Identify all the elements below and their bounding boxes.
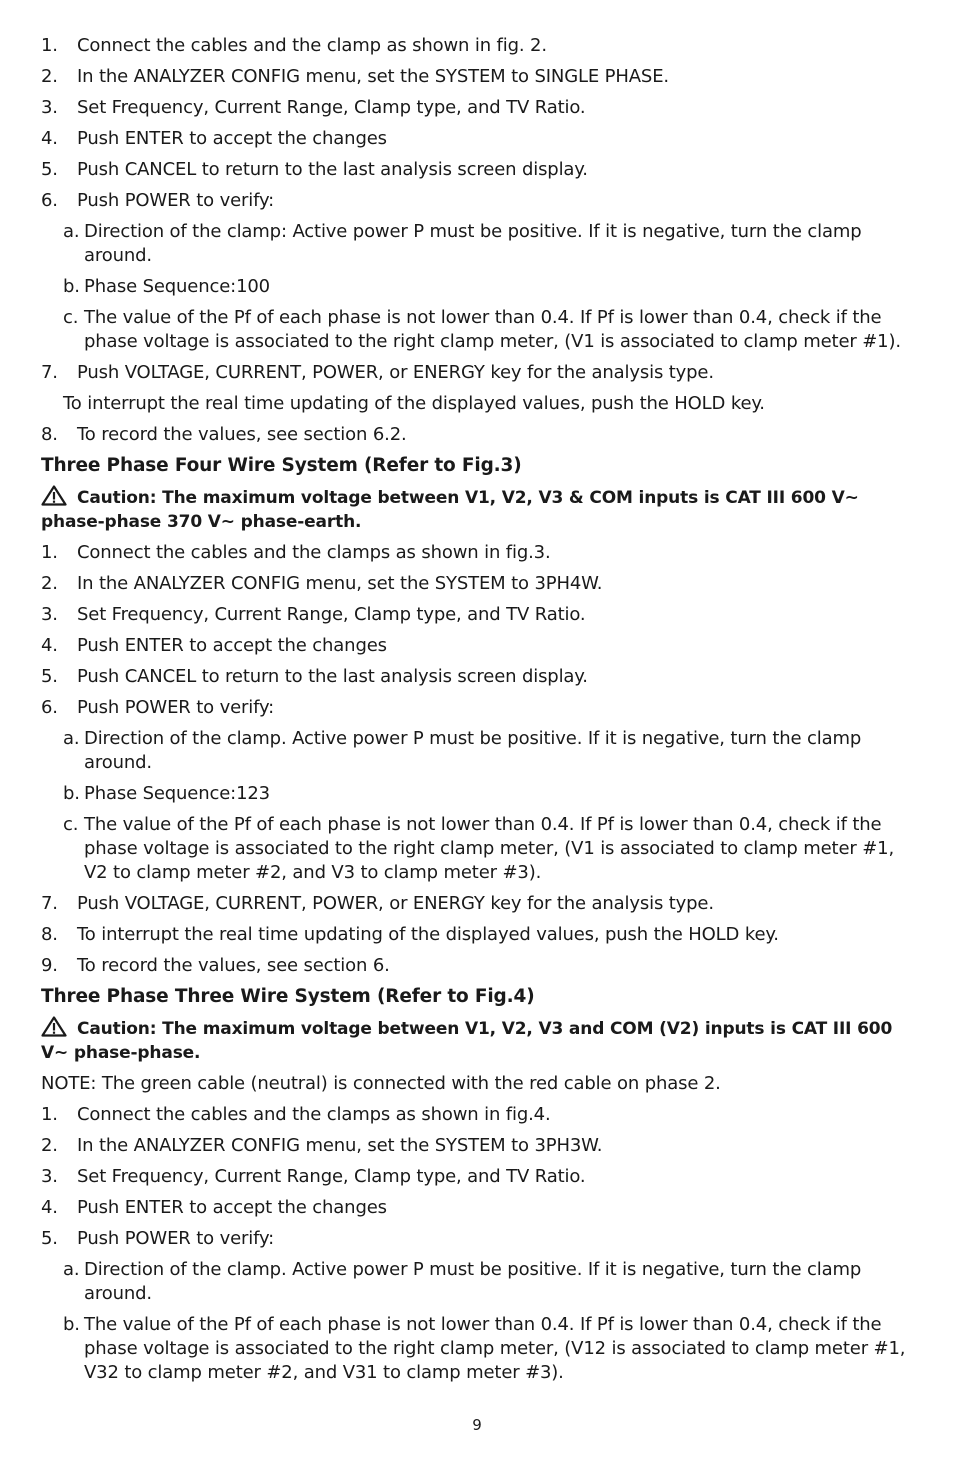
section-heading: Three Phase Four Wire System (Refer to Fig.3) [41,455,522,476]
list-item: 8. To record the values, see section 6.2. [41,424,407,445]
sub-item: b. Phase Sequence:123 [63,783,270,804]
list-item: 1. Connect the cables and the clamp as shown in fig. 2. [41,35,547,56]
list-item: 6. Push POWER to verify: [41,190,275,211]
sub-item: b. The value of the Pf of each phase is not lower than 0.4. If Pf is lower than 0.4, check if the phase voltage is associated to the right clamp meter, (V12 is associated to clamp meter #1, V32 to clamp meter #2, and V31 to clamp meter #3). [63,1314,906,1383]
page-number: 9 [472,1416,482,1434]
single-phase-steps [41,34,915,447]
list-item: 1. Connect the cables and the clamps as shown in fig.3. [41,542,551,563]
list-item: 5. Push CANCEL to return to the last analysis screen display. [41,666,588,687]
list-item: 5. Push CANCEL to return to the last analysis screen display. [41,159,588,180]
list-item: 7. Push VOLTAGE, CURRENT, POWER, or ENERGY key for the analysis type. [41,893,714,914]
list-item: 4. Push ENTER to accept the changes [41,128,387,149]
list-item: 6. Push POWER to verify: [41,697,275,718]
list-item: 4. Push ENTER to accept the changes [41,635,387,656]
hold-instruction: To interrupt the real time updating of the displayed values, push the HOLD key. [63,393,765,414]
three-wire-section [41,985,915,1385]
sub-item: a. Direction of the clamp. Active power P must be positive. If it is negative, turn the clamp around. [63,728,862,773]
list-item: 2. In the ANALYZER CONFIG menu, set the SYSTEM to SINGLE PHASE. [41,66,670,87]
list-item: 4. Push ENTER to accept the changes [41,1197,387,1218]
list-item: 9. To record the values, see section 6. [41,955,390,976]
sub-item: b. Phase Sequence:100 [63,276,270,297]
neutral-note: NOTE: The green cable (neutral) is connected with the red cable on phase 2. [41,1073,721,1094]
manual-page [41,34,915,1392]
caution-note: Caution: The maximum voltage between V1, V2, V3 & COM inputs is CAT III 600 V~ phase-phase 370 V~ phase-earth. [41,485,915,534]
list-item: 8. To interrupt the real time updating of the displayed values, push the HOLD key. [41,924,779,945]
list-item: 7. Push VOLTAGE, CURRENT, POWER, or ENERGY key for the analysis type. [41,362,714,383]
sub-item: a. Direction of the clamp: Active power P must be positive. If it is negative, turn the clamp around. [63,221,862,266]
four-wire-section [41,454,915,978]
list-item: 2. In the ANALYZER CONFIG menu, set the SYSTEM to 3PH3W. [41,1135,603,1156]
sub-item: c. The value of the Pf of each phase is not lower than 0.4. If Pf is lower than 0.4, check if the phase voltage is associated to the right clamp meter, (V1 is associated to clamp meter #1). [63,307,901,352]
caution-note: Caution: The maximum voltage between V1, V2, V3 and COM (V2) inputs is CAT III 600 V~ phase-phase. [41,1016,915,1065]
warning-icon [41,1016,67,1037]
list-item: 3. Set Frequency, Current Range, Clamp type, and TV Ratio. [41,97,586,118]
sub-item: c. The value of the Pf of each phase is not lower than 0.4. If Pf is lower than 0.4, check if the phase voltage is associated to the right clamp meter, (V1 is associated to clamp meter #1, V2 to clamp meter #2, and V3 to clamp meter #3). [63,814,895,883]
section-heading: Three Phase Three Wire System (Refer to Fig.4) [41,986,535,1007]
list-item: 2. In the ANALYZER CONFIG menu, set the SYSTEM to 3PH4W. [41,573,603,594]
list-item: 3. Set Frequency, Current Range, Clamp type, and TV Ratio. [41,1166,586,1187]
sub-item: a. Direction of the clamp. Active power P must be positive. If it is negative, turn the clamp around. [63,1259,862,1304]
warning-icon [41,485,67,506]
list-item: 1. Connect the cables and the clamps as shown in fig.4. [41,1104,551,1125]
list-item: 5. Push POWER to verify: [41,1228,275,1249]
list-item: 3. Set Frequency, Current Range, Clamp type, and TV Ratio. [41,604,586,625]
